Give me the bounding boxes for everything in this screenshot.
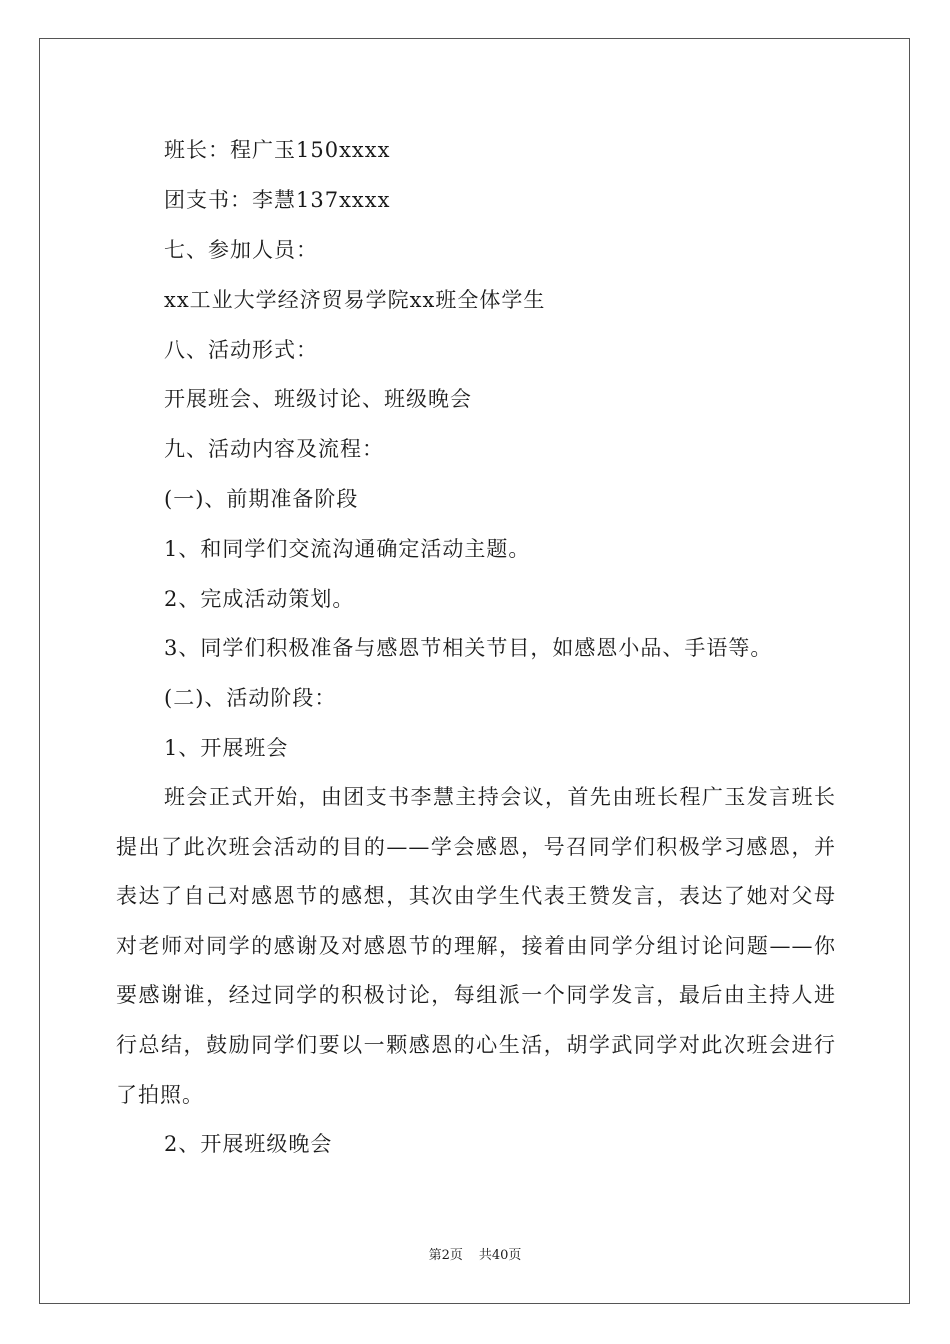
section-heading-activity-form: 八、活动形式： bbox=[164, 338, 318, 362]
list-item-2: 2、完成活动策划。 bbox=[164, 587, 355, 611]
list-item-class-evening: 2、开展班级晚会 bbox=[164, 1132, 333, 1156]
participants-text: xx工业大学经济贸易学院xx班全体学生 bbox=[164, 288, 546, 312]
section-heading-participants: 七、参加人员： bbox=[164, 238, 318, 262]
section-heading-content-process: 九、活动内容及流程： bbox=[164, 437, 384, 461]
page-number: 第2页 bbox=[428, 1248, 463, 1263]
activity-form-text: 开展班会、班级讨论、班级晚会 bbox=[164, 387, 472, 411]
class-meeting-paragraph: 班会正式开始，由团支书李慧主持会议，首先由班长程广玉发言班长提出了此次班会活动的目的——学会感恩，号召同学们积极学习感恩，并表达了自己对感恩节的感想，其次由学生代表王赞发言，表达了她对父母对老师对同学的感谢及对感恩节的理解，接着由同学分组讨论问题——你要感谢谁，经过同学的积极讨论，每组派一个同学发言，最后由主持人进行总结，鼓励同学们要以一颗感恩的心生活，胡学武同学对此次班会进行了拍照。 bbox=[116, 785, 836, 1107]
subsection-preparation: (一)、前期准备阶段 bbox=[164, 487, 359, 511]
monitor-contact-line: 班长：程广玉150xxxx bbox=[164, 138, 391, 162]
list-item-class-meeting: 1、开展班会 bbox=[164, 736, 289, 760]
list-item-1: 1、和同学们交流沟通确定活动主题。 bbox=[164, 537, 531, 561]
league-secretary-contact-line: 团支书：李慧137xxxx bbox=[164, 188, 391, 212]
page-total: 共40页 bbox=[478, 1248, 522, 1263]
subsection-activity-stage: (二)、活动阶段： bbox=[164, 686, 337, 710]
page-footer bbox=[0, 1248, 950, 1264]
list-item-3: 3、同学们积极准备与感恩节相关节目，如感恩小品、手语等。 bbox=[164, 636, 773, 660]
